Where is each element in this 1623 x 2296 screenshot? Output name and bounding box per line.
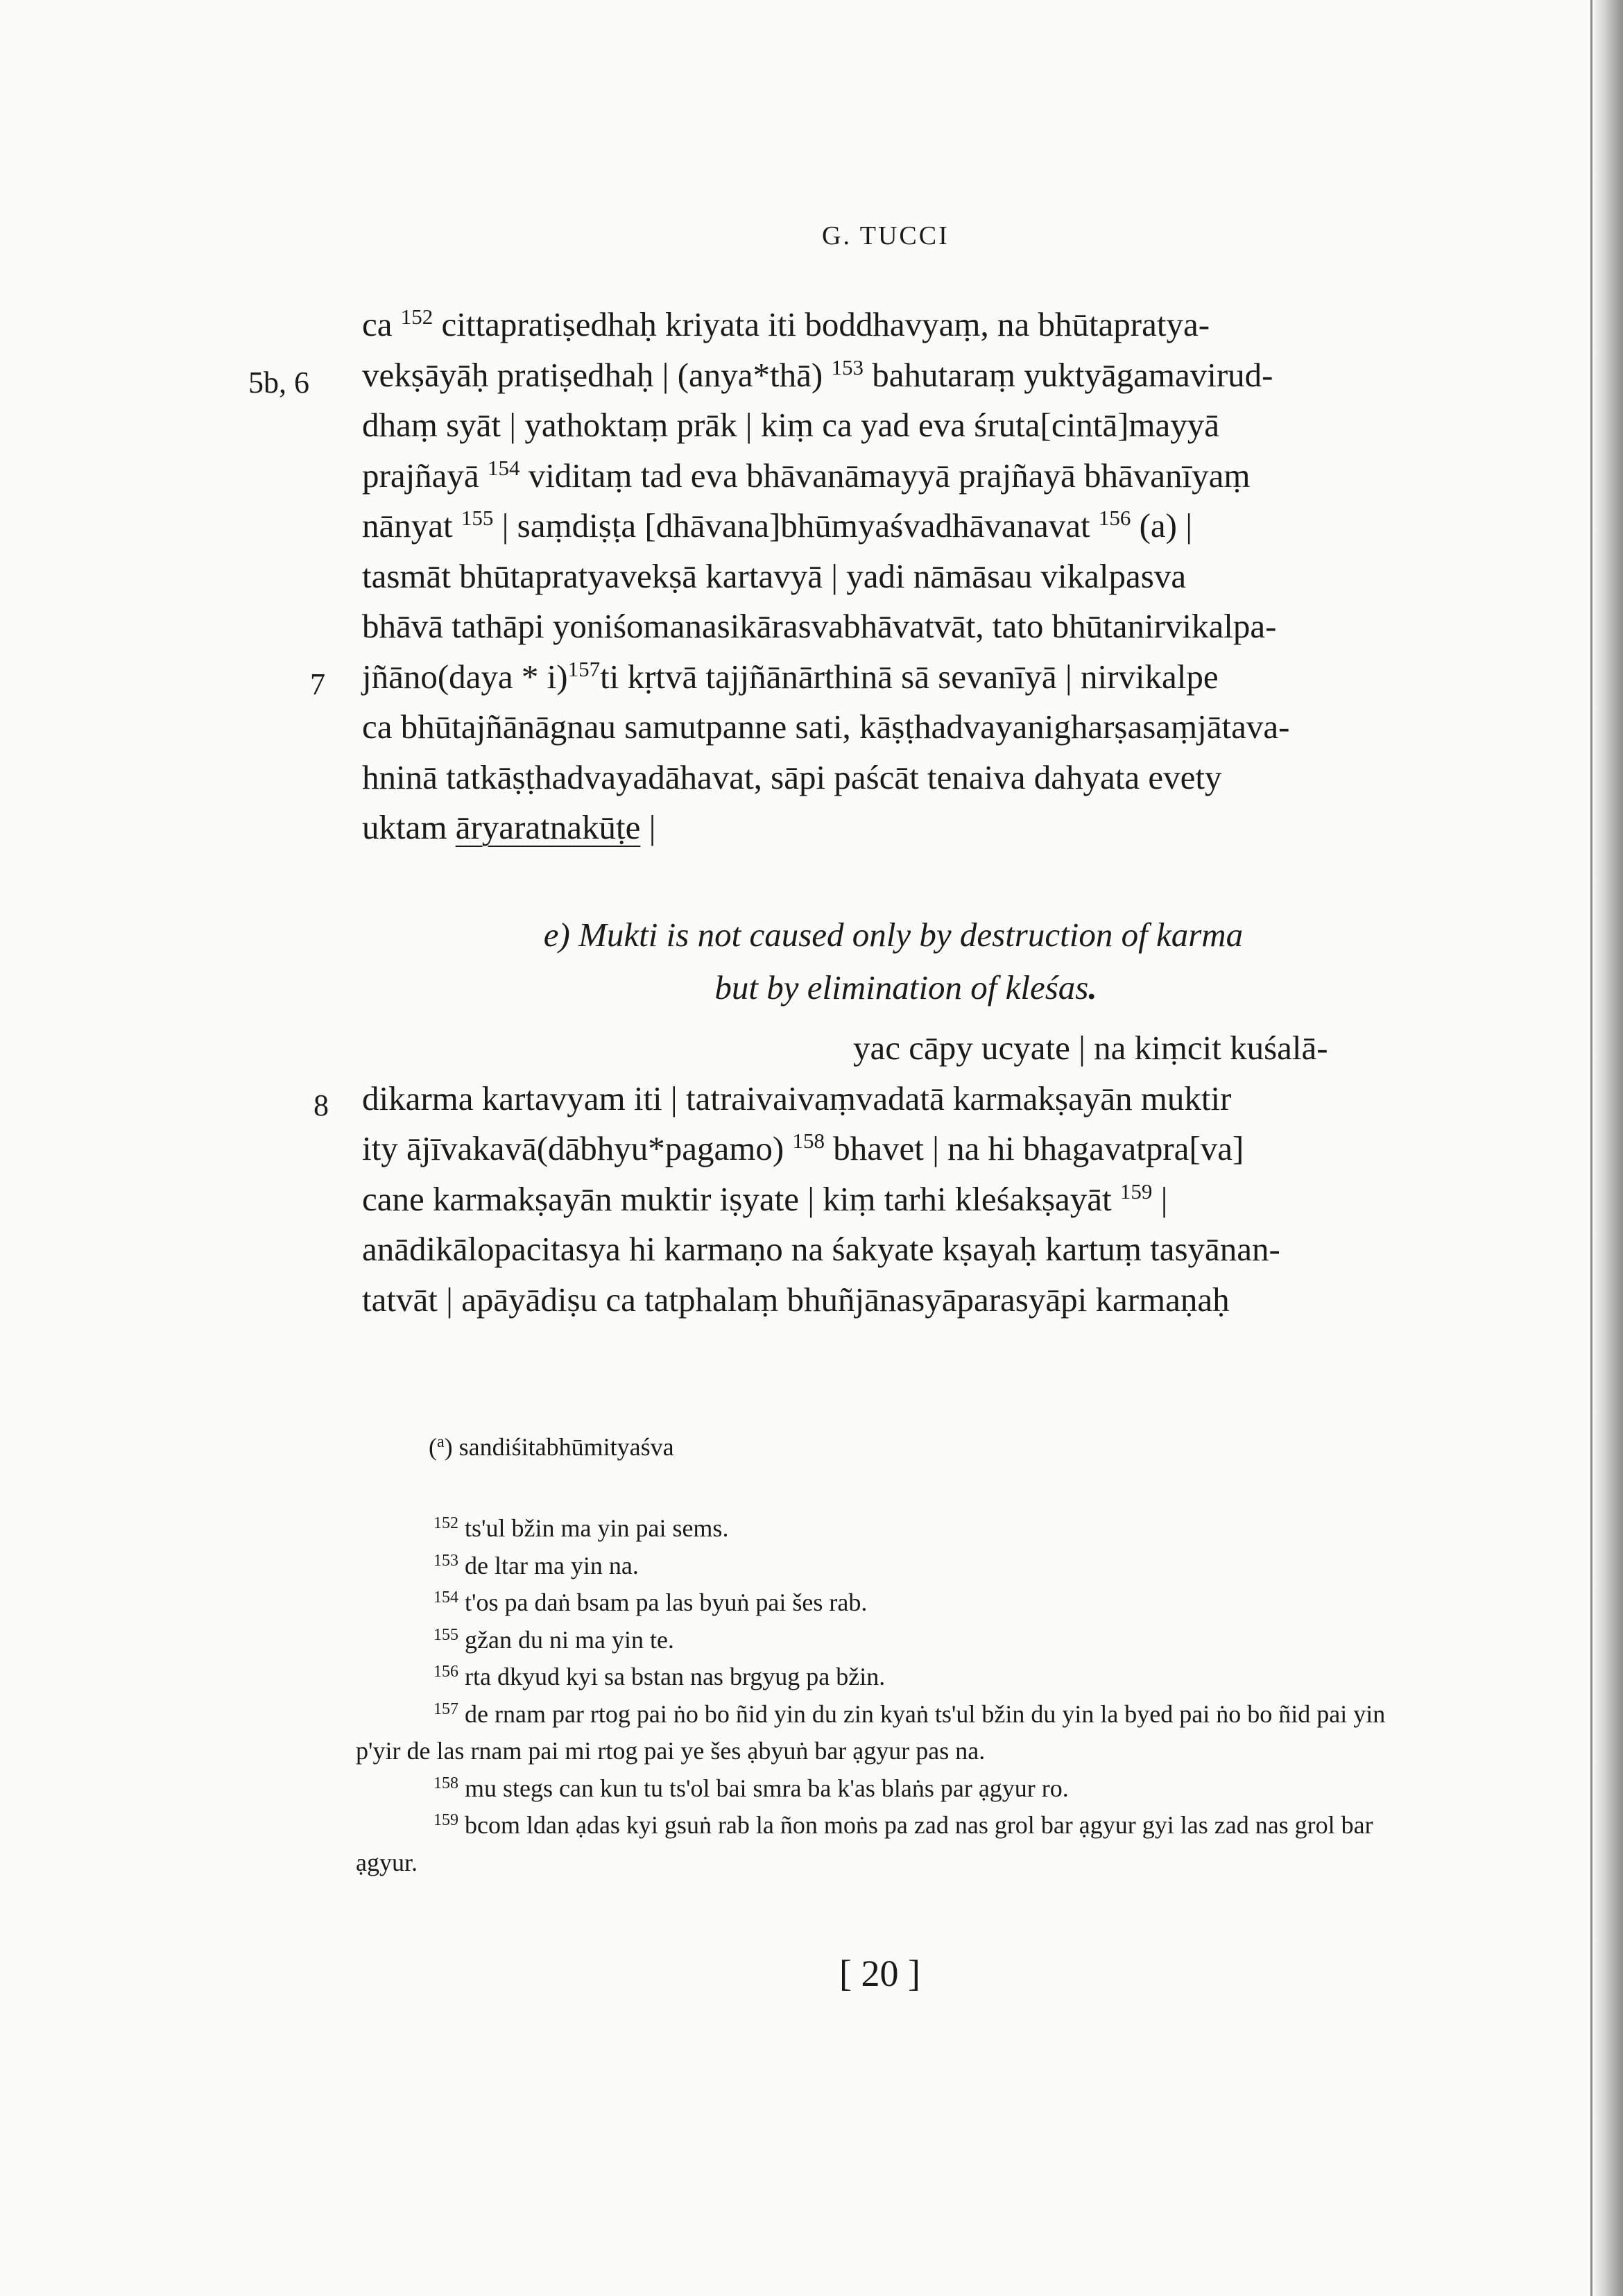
text-line: anādikālopacitasya hi karmaṇo na śakyate kṣayaḥ kartuṃ tasyānan- [362, 1230, 1280, 1268]
footnotes [356, 1510, 1427, 1881]
running-head: G. TUCCI [822, 221, 950, 250]
text-line: tatvāt | apāyādiṣu ca tatphalaṃ bhuñjānasyāparasyāpi karmaṇaḥ [362, 1280, 1230, 1319]
footnote-157: $^{157}$ de rnam par rtog pai ṅo bo ñid yin du zin kyaṅ ts'ul bžin du yin la byed pai ṅo bo ñid pai yin p'yir de las rnam pai mi rtog pai ye šes ạbyuṅ bar ạgyur pas na. [356, 1699, 1386, 1765]
footnote-155: $^{155}$ gžan du ni ma yin te. [433, 1625, 674, 1654]
text-line: prajñayā $^{154}$ viditaṃ tad eva bhāvanāmayyā prajñayā bhāvanīyaṃ [362, 455, 1251, 495]
apparatus-note-a: ($^a$) sandiśitabhūmityaśva [429, 1433, 674, 1461]
text-line: jñāno(daya * i)$^{157}$ti kṛtvā tajjñānārthinā sā sevanīyā | nirvikalpe [362, 656, 1219, 696]
text-line: ity ājīvakavā(dābhyu*pagamo) $^{158}$ bhavet | na hi bhagavatpra[va] [362, 1129, 1244, 1167]
margin-note-8: 8 [314, 1088, 329, 1122]
margin-note-5b6: 5b, 6 [248, 366, 309, 400]
text-line: cane karmakṣayān muktir iṣyate | kiṃ tarhi kleśakṣayāt $^{159}$ | [362, 1179, 1168, 1218]
text-line: hninā tatkāṣṭhadvayadāhavat, sāpi paścāt tenaiva dahyata evety [362, 757, 1222, 796]
text-line: tasmāt bhūtapratyavekṣā kartavyā | yadi nāmāsau vikalpasva [362, 556, 1187, 595]
text-line: ca $^{152}$ cittapratiṣedhaḥ kriyata iti boddhavyaṃ, na bhūtapratya- [362, 305, 1210, 343]
text-line: dikarma kartavyam iti | tatraivaivaṃvadatā karmakṣayān muktir [362, 1079, 1232, 1117]
text-line: vekṣāyāḥ pratiṣedhaḥ | (anya*thā) $^{153}$ bahutaraṃ yuktyāgamavirud- [362, 354, 1273, 394]
page-number: [ 20 ] [839, 1953, 920, 1994]
text-line-last: uktam āryaratnakūṭe | [362, 808, 656, 846]
footnote-159: $^{159}$ bcom ldan ạdas kyi gsuṅ rab la ñon moṅs pa zad nas grol bar ạgyur gyi las zad nas grol bar ạgyur. [356, 1811, 1373, 1876]
section-heading-line-1: e) Mukti is not caused only by destruction of karma [543, 916, 1244, 954]
text-line: dhaṃ syāt | yathoktaṃ prāk | kiṃ ca yad eva śruta[cintā]mayyā [362, 406, 1220, 444]
margin-note-7: 7 [310, 667, 325, 701]
main-text-block-1 [362, 300, 1425, 853]
footnote-152: $^{152}$ ts'ul bžin ma yin pai sems. [433, 1514, 729, 1542]
footnote-156: $^{156}$ rta dkyud kyi sa bstan nas brgyug pa bžin. [433, 1663, 886, 1690]
footnote-154: $^{154}$ t'os pa daṅ bsam pa las byuṅ pai šes rab. [433, 1588, 868, 1616]
text-line: bhāvā tathāpi yoniśomanasikārasvabhāvatvāt, tato bhūtanirvikalpa- [362, 607, 1277, 645]
text-line: ca bhūtajñānāgnau samutpanne sati, kāṣṭhadvayanigharṣasaṃjātava- [362, 708, 1290, 746]
section-heading-line-2: but by elimination of kleśas. [714, 968, 1097, 1006]
footnote-153: $^{153}$ de ltar ma yin na. [433, 1551, 639, 1579]
scan-edge-shadow [1594, 0, 1623, 2296]
text-line: yac cāpy ucyate | na kiṃcit kuśalā- [853, 1029, 1328, 1067]
text-line: nānyat $^{155}$ | saṃdiṣṭa [dhāvana]bhūmyaśvadhāvanavat $^{156}$ (a) | [362, 506, 1193, 545]
footnote-158: $^{158}$ mu stegs can kun tu ts'ol bai smra ba k'as blaṅs par ạgyur ro. [433, 1774, 1069, 1802]
section-heading [362, 909, 1425, 1014]
main-text-block-2 [362, 1023, 1425, 1325]
scan-edge-line [1590, 0, 1592, 2296]
